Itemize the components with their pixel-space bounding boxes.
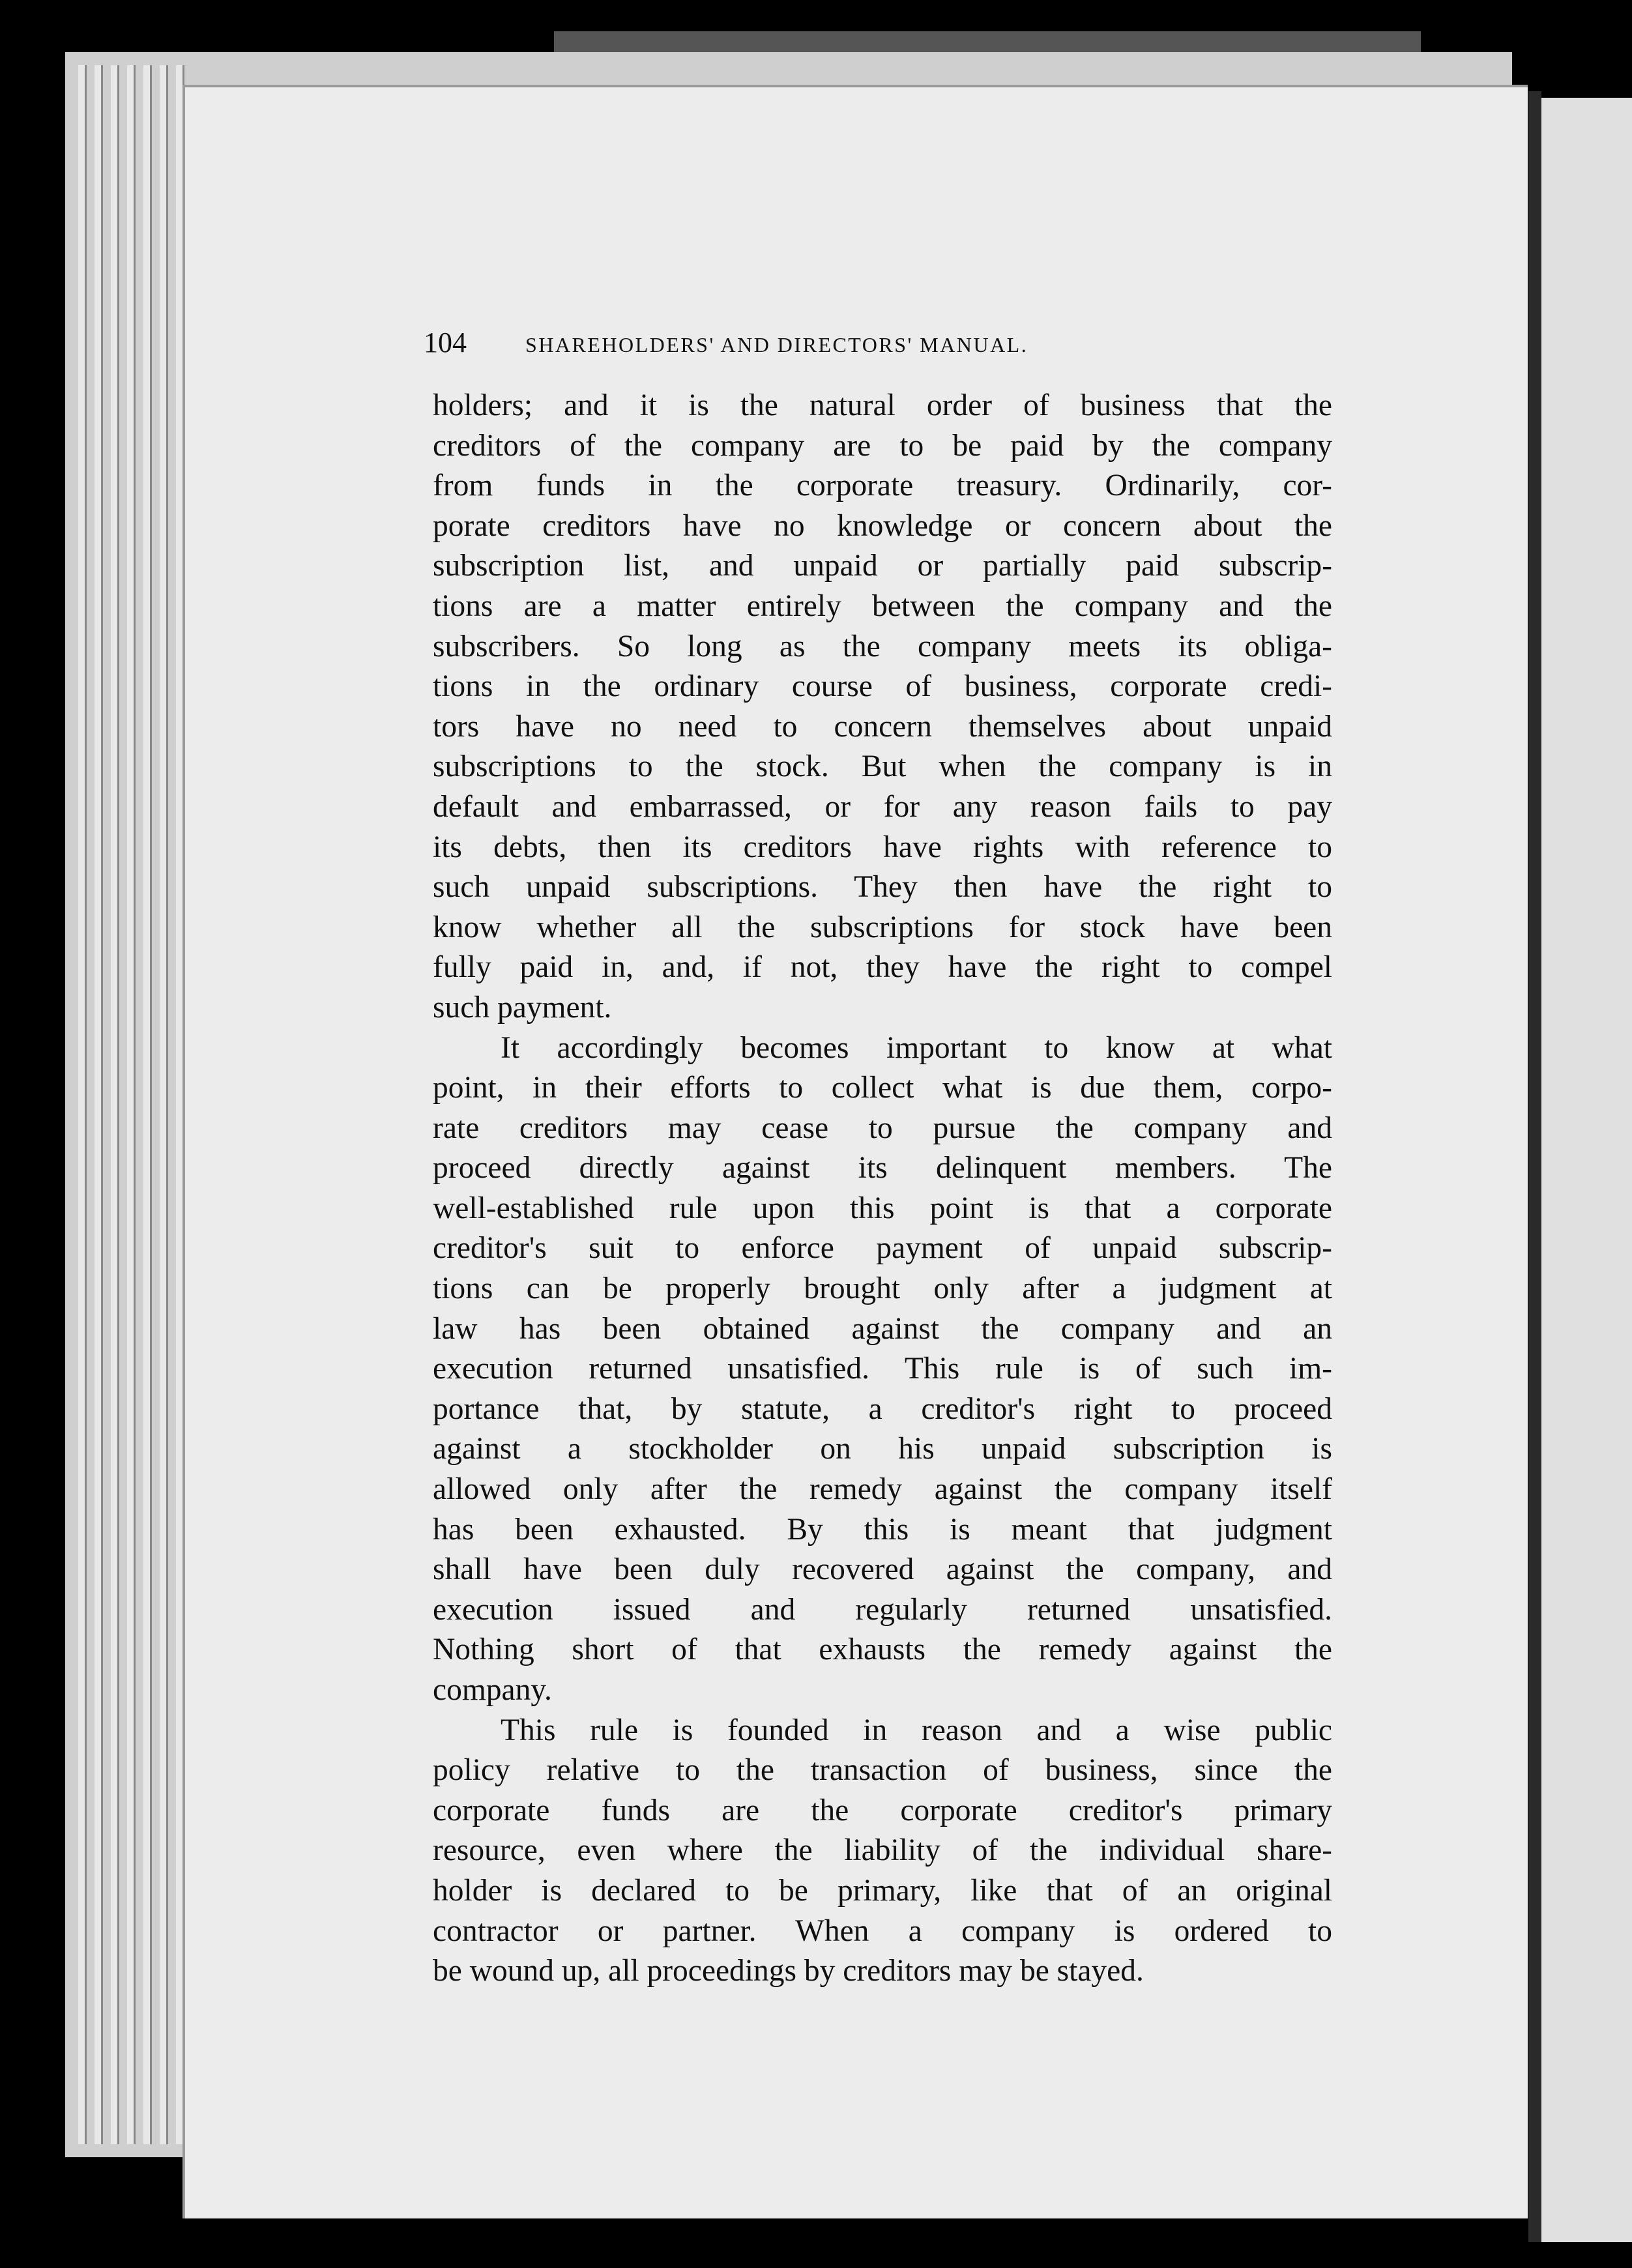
facing-page-edge — [1541, 98, 1632, 2242]
paragraph-2 — [433, 1028, 1332, 1711]
text-line: allowed only after the remedy against the company itself — [433, 1472, 1332, 1507]
text-line: Nothing short of that exhausts the remedy against the — [433, 1633, 1332, 1667]
text-line: be wound up, all proceedings by creditors may be stayed. — [433, 1954, 1144, 1988]
text-line: fully paid in, and, if not, they have the right to compel — [433, 950, 1332, 985]
text-line: company. — [433, 1673, 552, 1707]
text-line: tions in the ordinary course of business, corporate credi- — [433, 669, 1332, 704]
text-line: law has been obtained against the company and an — [433, 1311, 1332, 1346]
text-line: creditors of the company are to be paid by the company — [433, 428, 1332, 463]
text-line: execution returned unsatisfied. This rule is of such im- — [433, 1352, 1332, 1386]
text-line: holder is declared to be primary, like that of an original — [433, 1873, 1332, 1908]
text-line: policy relative to the transaction of business, since the — [433, 1753, 1332, 1788]
text-line: default and embarrassed, or for any reason fails to pay — [433, 789, 1332, 824]
text-line: creditor's suit to enforce payment of unpaid subscrip- — [433, 1231, 1332, 1266]
text-line: It accordingly becomes important to know at what — [501, 1030, 1332, 1065]
text-line: porate creditors have no knowledge or concern about the — [433, 508, 1332, 543]
text-line: well-established rule upon this point is that a corporate — [433, 1191, 1332, 1225]
text-line: contractor or partner. When a company is ordered to — [433, 1913, 1332, 1948]
text-line: holders; and it is the natural order of business that the — [433, 388, 1332, 422]
page-edge — [143, 65, 152, 2144]
text-line: proceed directly against its delinquent members. The — [433, 1151, 1332, 1185]
text-line: point, in their efforts to collect what is due them, corpo- — [433, 1071, 1332, 1105]
text-line: such unpaid subscriptions. They then have the right to — [433, 870, 1332, 905]
text-line: tions can be properly brought only after a judgment at — [433, 1272, 1332, 1306]
text-line: from funds in the corporate treasury. Ordinarily, cor- — [433, 469, 1332, 503]
page-number: 104 — [424, 327, 467, 358]
paragraph-3 — [433, 1711, 1332, 1992]
page-edge — [111, 65, 119, 2144]
page-edge — [160, 65, 168, 2144]
text-line: tors have no need to concern themselves about unpaid — [433, 709, 1332, 744]
text-line: shall have been duly recovered against the company, and — [433, 1552, 1332, 1587]
text-line: know whether all the subscriptions for stock have been — [433, 910, 1332, 944]
running-title: SHAREHOLDERS' AND DIRECTORS' MANUAL. — [525, 333, 1028, 356]
text-line: subscribers. So long as the company meets its obliga- — [433, 629, 1332, 663]
text-line: execution issued and regularly returned unsatisfied. — [433, 1592, 1332, 1627]
text-line: resource, even where the liability of the individual share- — [433, 1833, 1332, 1868]
text-line: such payment. — [433, 990, 612, 1025]
text-line: its debts, then its creditors have rights with reference to — [433, 830, 1332, 864]
running-header — [424, 326, 1212, 362]
text-line: This rule is founded in reason and a wise public — [501, 1713, 1332, 1747]
page-edge — [78, 65, 87, 2144]
text-line: subscriptions to the stock. But when the company is in — [433, 749, 1332, 784]
page-edge — [127, 65, 136, 2144]
text-line: subscription list, and unpaid or partially paid subscrip- — [433, 549, 1332, 583]
text-line: against a stockholder on his unpaid subscription is — [433, 1432, 1332, 1466]
body-text — [433, 386, 1332, 1992]
paragraph-1 — [433, 386, 1332, 1028]
book-gutter — [1528, 91, 1541, 2242]
page-edge — [95, 65, 103, 2144]
text-line: rate creditors may cease to pursue the company and — [433, 1111, 1332, 1145]
text-line: corporate funds are the corporate creditor's primary — [433, 1793, 1332, 1827]
text-line: portance that, by statute, a creditor's right to proceed — [433, 1391, 1332, 1426]
text-line: has been exhausted. By this is meant that judgment — [433, 1512, 1332, 1547]
text-line: tions are a matter entirely between the company and the — [433, 589, 1332, 623]
